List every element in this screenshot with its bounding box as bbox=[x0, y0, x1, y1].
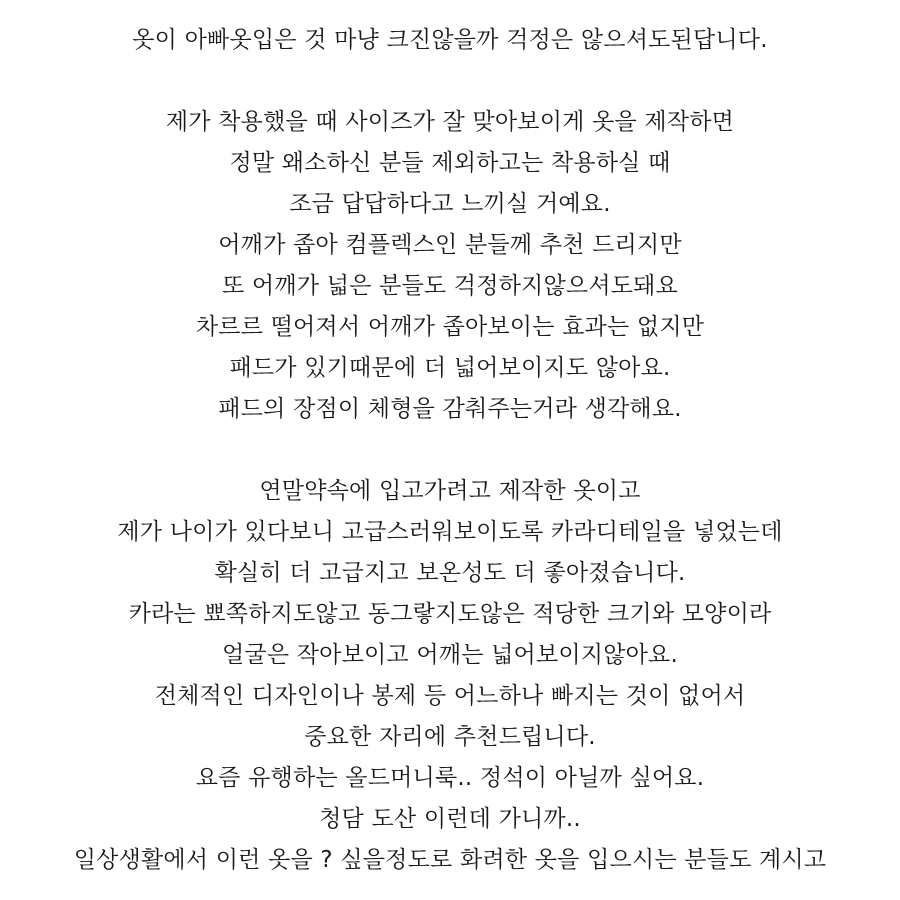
text-line: 중요한 자리에 추천드립니다. bbox=[304, 724, 596, 750]
text-line: 연말약속에 입고가려고 제작한 옷이고 bbox=[259, 478, 641, 504]
text-line: 옷이 아빠옷입은 것 마냥 크진않을까 걱정은 않으셔도된답니다. bbox=[132, 27, 768, 53]
text-line: 제가 착용했을 때 사이즈가 잘 맞아보이게 옷을 제작하면 bbox=[165, 109, 735, 135]
text-line: 패드가 있기때문에 더 넓어보이지도 않아요. bbox=[229, 355, 671, 381]
text-line: 차르르 떨어져서 어깨가 좁아보이는 효과는 없지만 bbox=[195, 314, 705, 340]
text-line: 요즘 유행하는 올드머니룩.. 정석이 아닐까 싶어요. bbox=[195, 765, 705, 791]
paragraph-gap bbox=[0, 61, 900, 102]
text-line: 카라는 뾰쪽하지도않고 동그랗지도않은 적당한 크기와 모양이라 bbox=[128, 601, 772, 627]
text-line: 제가 나이가 있다보니 고급스러워보이도록 카라디테일을 넣었는데 bbox=[117, 519, 783, 545]
text-line: 또 어깨가 넓은 분들도 걱정하지않으셔도돼요 bbox=[222, 273, 678, 299]
text-line: 전체적인 디자인이나 봉제 등 어느하나 빠지는 것이 없어서 bbox=[154, 683, 746, 709]
text-line: 조금 답답하다고 느끼실 거예요. bbox=[289, 191, 611, 217]
text-line: 어깨가 좁아 컴플렉스인 분들께 추천 드리지만 bbox=[218, 232, 682, 258]
text-line: 얼굴은 작아보이고 어깨는 넓어보이지않아요. bbox=[222, 642, 678, 668]
text-line: 청담 도산 이런데 가니까.. bbox=[319, 806, 581, 832]
text-line: 정말 왜소하신 분들 제외하고는 착용하실 때 bbox=[229, 150, 671, 176]
text-line-cut-top bbox=[0, 0, 900, 20]
text-line: 확실히 더 고급지고 보온성도 더 좋아졌습니다. bbox=[214, 560, 686, 586]
text-line: 패드의 장점이 체형을 감춰주는거라 생각해요. bbox=[218, 396, 682, 422]
paragraph-gap bbox=[0, 430, 900, 471]
text-line: 일상생활에서 이런 옷을 ? 싶을정도로 화려한 옷을 입으시는 분들도 계시고 bbox=[73, 847, 827, 873]
